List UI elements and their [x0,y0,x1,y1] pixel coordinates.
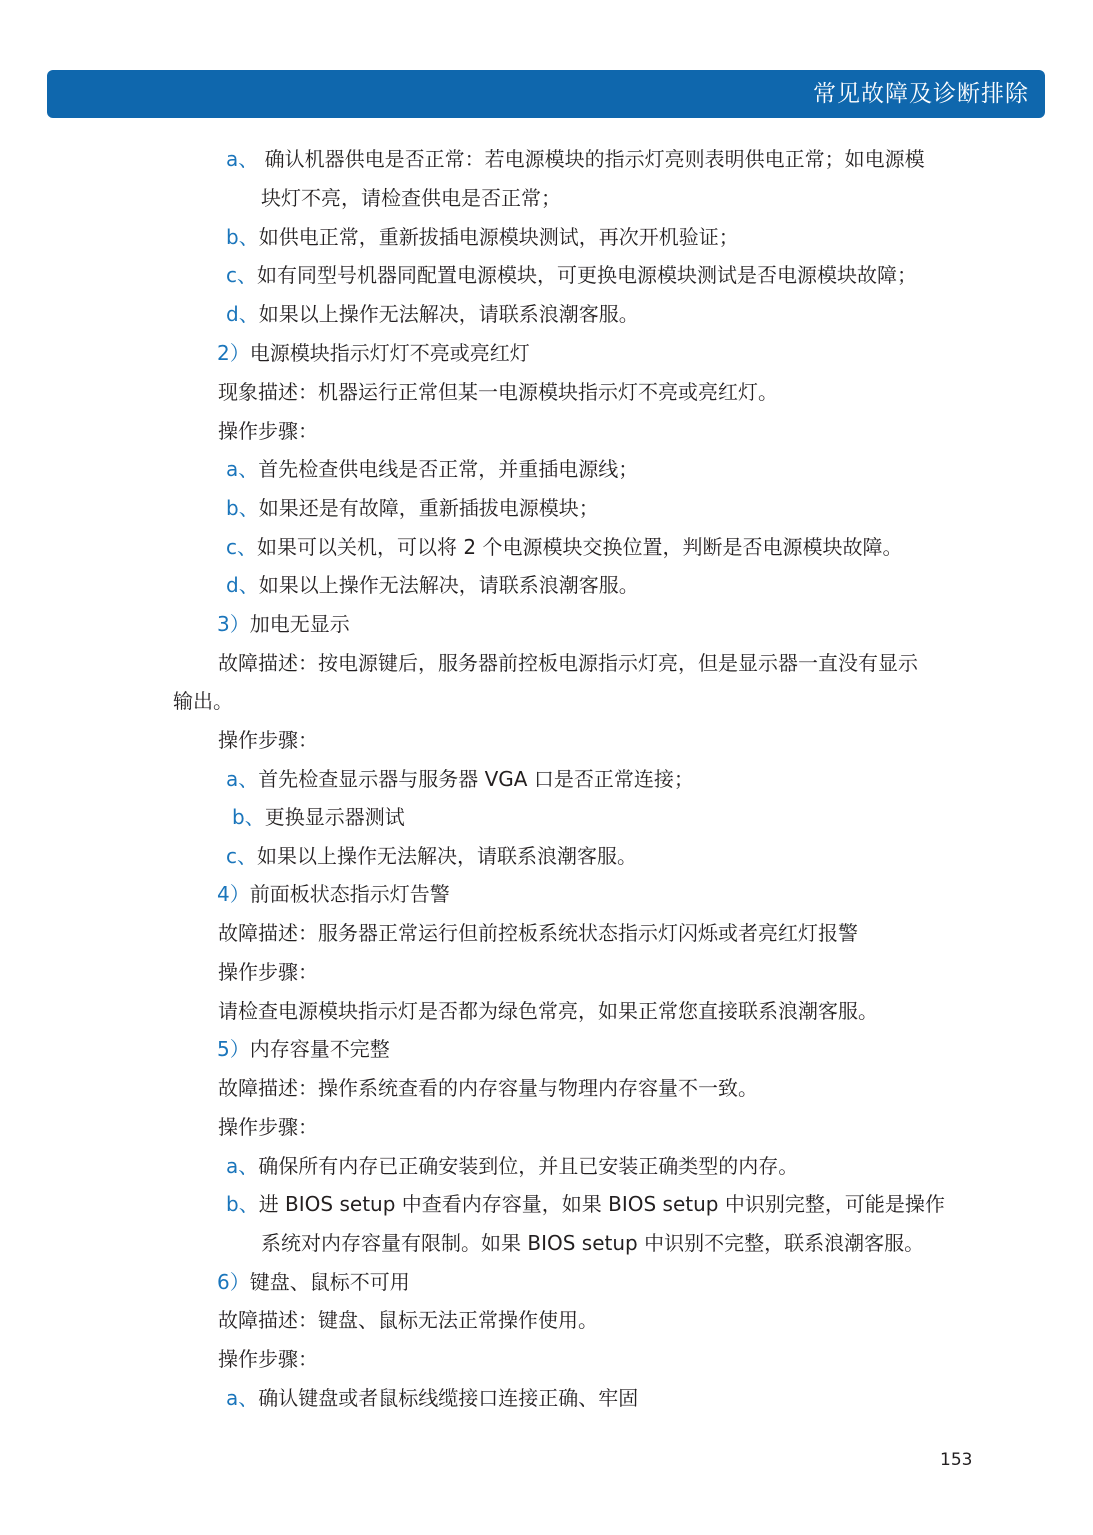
text-line [226,454,638,484]
section-number: 5） [217,1037,250,1061]
line-text: 如果可以关机，可以将 2 个电源模块交换位置，判断是否电源模块故障。 [257,535,903,559]
section-heading [217,338,530,368]
text-line [226,260,917,290]
section-heading [217,1034,390,1064]
line-text: 如供电正常，重新拔插电源模块测试，再次开机验证； [258,225,739,249]
text-line [218,377,778,407]
text-line [218,1344,318,1374]
line-text: 进 BIOS setup 中查看内存容量，如果 BIOS setup 中识别完整，可能是操作 [258,1192,945,1216]
section-heading [217,1267,410,1297]
text-line [218,1112,318,1142]
section-number: 3） [217,612,250,636]
text-line [218,648,918,678]
line-text: 操作步骤： [218,960,318,984]
line-text: 输出。 [173,689,233,713]
line-text: 故障描述：服务器正常运行但前控板系统状态指示灯闪烁或者亮红灯报警 [218,921,858,945]
item-marker: a、 [226,767,259,791]
line-text: 更换显示器测试 [264,805,405,829]
line-text: 故障描述：操作系统查看的内存容量与物理内存容量不一致。 [218,1076,758,1100]
line-text: 如果以上操作无法解决，请联系浪潮客服。 [257,844,637,868]
line-text: 现象描述：机器运行正常但某一电源模块指示灯不亮或亮红灯。 [218,380,778,404]
item-marker: b、 [226,1192,259,1216]
text-line [218,957,318,987]
line-text: 操作步骤： [218,728,318,752]
line-text: 首先检查显示器与服务器 VGA 口是否正常连接； [258,767,694,791]
item-marker: a、 [226,147,259,171]
item-marker: b、 [232,805,265,829]
line-text: 前面板状态指示灯告警 [249,882,450,906]
item-marker: c、 [226,535,257,559]
text-line [218,996,878,1026]
line-text: 如果以上操作无法解决，请联系浪潮客服。 [258,573,639,597]
line-text: 确认键盘或者鼠标线缆接口连接正确、牢固 [258,1386,639,1410]
line-text: 键盘、鼠标不可用 [249,1270,410,1294]
text-line [261,183,561,213]
section-heading [217,879,450,909]
item-marker: b、 [226,225,259,249]
line-text: 如有同型号机器同配置电源模块，可更换电源模块测试是否电源模块故障； [257,263,917,287]
line-text: 操作步骤： [218,1347,318,1371]
line-text: 故障描述：键盘、鼠标无法正常操作使用。 [218,1308,598,1332]
text-line [226,1151,798,1181]
line-text: 如果还是有故障，重新插拔电源模块； [258,496,599,520]
line-text: 电源模块指示灯灯不亮或亮红灯 [249,341,530,365]
item-marker: b、 [226,496,259,520]
text-line [218,725,318,755]
text-line [261,1228,924,1258]
item-marker: a、 [226,1386,259,1410]
item-marker: a、 [226,457,259,481]
section-number: 2） [217,341,250,365]
text-line [226,1383,638,1413]
text-line [218,1073,758,1103]
item-marker: c、 [226,263,257,287]
line-text: 操作步骤： [218,419,318,443]
line-text: 如果以上操作无法解决，请联系浪潮客服。 [258,302,639,326]
text-line [226,841,637,871]
text-line [226,1189,945,1219]
item-marker: c、 [226,844,257,868]
item-marker: d、 [226,302,259,326]
text-line [218,1305,598,1335]
text-line [226,493,599,523]
line-text: 内存容量不完整 [249,1037,390,1061]
text-line [173,686,233,716]
text-line [226,570,639,600]
text-line [226,764,694,794]
line-text: 操作步骤： [218,1115,318,1139]
section-number: 6） [217,1270,250,1294]
line-text: 块灯不亮，请检查供电是否正常； [261,186,561,210]
chapter-title: 常见故障及诊断排除 [813,81,1029,107]
section-number: 4） [217,882,250,906]
line-text: 确保所有内存已正确安装到位，并且已安装正确类型的内存。 [258,1154,799,1178]
line-text: 加电无显示 [249,612,350,636]
section-heading [217,609,350,639]
line-text: 系统对内存容量有限制。如果 BIOS setup 中识别不完整，联系浪潮客服。 [261,1231,925,1255]
line-text: 故障描述：按电源键后，服务器前控板电源指示灯亮，但是显示器一直没有显示 [218,651,918,675]
item-marker: a、 [226,1154,259,1178]
page-number: 153 [940,1450,973,1470]
text-line [218,918,858,948]
text-line [232,802,405,832]
line-text: 确认机器供电是否正常：若电源模块的指示灯亮则表明供电正常；如电源模 [258,147,925,171]
chapter-header-bar [47,70,1045,118]
line-text: 首先检查供电线是否正常，并重插电源线； [258,457,639,481]
line-text: 请检查电源模块指示灯是否都为绿色常亮，如果正常您直接联系浪潮客服。 [218,999,878,1023]
text-line [218,416,318,446]
text-line [226,144,925,174]
item-marker: d、 [226,573,259,597]
text-line [226,532,902,562]
text-line [226,299,639,329]
text-line [226,222,739,252]
